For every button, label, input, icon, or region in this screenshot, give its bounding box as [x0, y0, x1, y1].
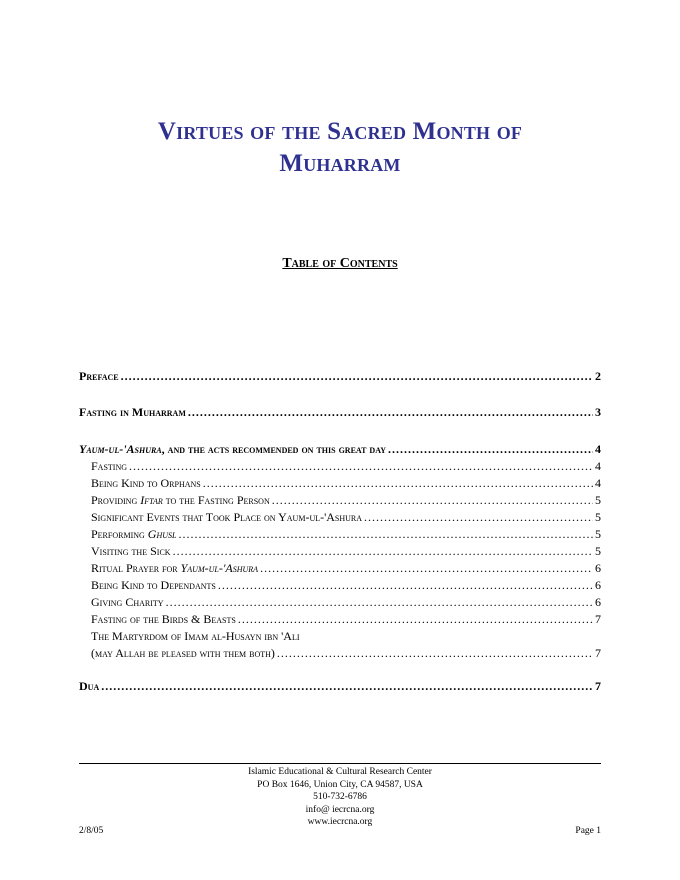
toc-entry-charity[interactable]: [79, 595, 601, 610]
toc-entry-martyrdom-line1[interactable]: [79, 629, 601, 644]
toc-label: [91, 561, 258, 576]
toc-label-italic: Ghusl: [147, 527, 177, 541]
toc-label: [91, 493, 270, 508]
toc-entry-orphans[interactable]: [79, 476, 601, 491]
toc-label-rest: , and the acts recommended on this great day: [161, 442, 387, 456]
leader-dots: [277, 646, 593, 661]
toc-label: Fasting in Muharram: [79, 405, 186, 419]
toc-entry-dua[interactable]: [79, 679, 601, 694]
leader-dots: [388, 442, 593, 457]
toc-label-post: to the Fasting Person: [162, 493, 270, 507]
toc-page-number: 4: [595, 442, 601, 456]
toc-entry-dependants[interactable]: [79, 578, 601, 593]
toc-entry-yaum-ul-ashura[interactable]: [79, 442, 601, 457]
leader-dots: [260, 561, 593, 576]
toc-label: Visiting the Sick: [91, 544, 171, 558]
leader-dots: [364, 510, 593, 525]
toc-label: Preface: [79, 369, 119, 383]
footer-contact: [80, 766, 600, 829]
toc-label: The Martyrdom of Imam al-Husayn ibn 'Ali: [91, 629, 300, 643]
footer-page-number: Page 1: [575, 826, 601, 836]
footer-phone: 510-732-6786: [313, 792, 367, 802]
footer-divider: [79, 763, 601, 764]
leader-dots: [272, 493, 593, 508]
toc-page-number: 6: [595, 578, 601, 592]
toc-label-pre: Ritual Prayer for: [91, 561, 181, 575]
toc-entry-fasting-in-muharram[interactable]: [79, 405, 601, 420]
document-title: [80, 116, 600, 180]
toc-label-pre: Providing: [91, 493, 141, 507]
toc-label-italic: Yaum-ul-'Ashura: [180, 561, 259, 575]
toc-label: (may Allah be pleased with them both): [91, 646, 275, 660]
leader-dots: [129, 459, 593, 474]
toc-label: Dua: [79, 679, 100, 693]
toc-entry-birds-beasts[interactable]: [79, 612, 601, 627]
toc-page-number: 5: [595, 527, 601, 541]
toc-entry-ghusl[interactable]: [79, 527, 601, 542]
toc-label: [91, 527, 176, 542]
leader-dots: [173, 544, 593, 559]
toc-page-number: 6: [595, 561, 601, 575]
toc-label: Significant Events that Took Place on Yaum-ul-'Ashura: [91, 510, 363, 524]
toc-entry-iftar[interactable]: [79, 493, 601, 508]
toc-label: Being Kind to Dependants: [91, 578, 216, 592]
toc-label: Fasting of the Birds & Beasts: [91, 612, 236, 626]
toc-entry-significant-events[interactable]: [79, 510, 601, 525]
toc-page-number: 7: [595, 612, 601, 626]
toc-entry-visiting-sick[interactable]: [79, 544, 601, 559]
leader-dots: [101, 679, 593, 694]
toc-page-number: 6: [595, 595, 601, 609]
footer-org: Islamic Educational & Cultural Research Center: [248, 767, 432, 777]
leader-dots: [203, 476, 593, 491]
toc-page-number: 4: [595, 459, 601, 473]
toc-page-number: 5: [595, 510, 601, 524]
leader-dots: [166, 595, 593, 610]
toc-page-number: 7: [595, 646, 601, 660]
title-line-1: Virtues of the Sacred Month of: [157, 118, 523, 145]
toc-entry-fasting[interactable]: [79, 459, 601, 474]
footer-email[interactable]: info@ iecrcna.org: [305, 804, 375, 815]
toc-label: Fasting: [91, 459, 128, 473]
toc-page-number: 5: [595, 493, 601, 507]
toc-entry-preface[interactable]: [79, 369, 601, 384]
leader-dots: [178, 527, 593, 542]
toc-page-number: 4: [595, 476, 601, 490]
toc-label-pre: Performing: [91, 527, 148, 541]
toc-heading: Table of Contents: [282, 256, 398, 271]
toc-page-number: 2: [595, 369, 601, 383]
toc-label: Being Kind to Orphans: [91, 476, 201, 490]
leader-dots: [188, 405, 593, 420]
toc-entry-martyrdom-line2[interactable]: [79, 646, 601, 661]
toc-label: [79, 442, 386, 457]
leader-dots: [238, 612, 593, 627]
footer-date: 2/8/05: [79, 826, 104, 836]
footer-address: PO Box 1646, Union City, CA 94587, USA: [257, 779, 423, 790]
toc-entry-ritual-prayer[interactable]: [79, 561, 601, 576]
leader-dots: [218, 578, 593, 593]
toc-label-italic: Iftar: [140, 493, 163, 507]
toc-page-number: 5: [595, 544, 601, 558]
toc-page-number: 7: [595, 679, 601, 693]
toc-label: Giving Charity: [91, 595, 164, 609]
title-line-2: Muharram: [279, 150, 401, 177]
toc-label-italic: Yaum-ul-'Ashura: [79, 442, 162, 456]
footer-website[interactable]: www.iecrcna.org: [307, 817, 373, 827]
leader-dots: [121, 369, 593, 384]
toc-page-number: 3: [595, 405, 601, 419]
